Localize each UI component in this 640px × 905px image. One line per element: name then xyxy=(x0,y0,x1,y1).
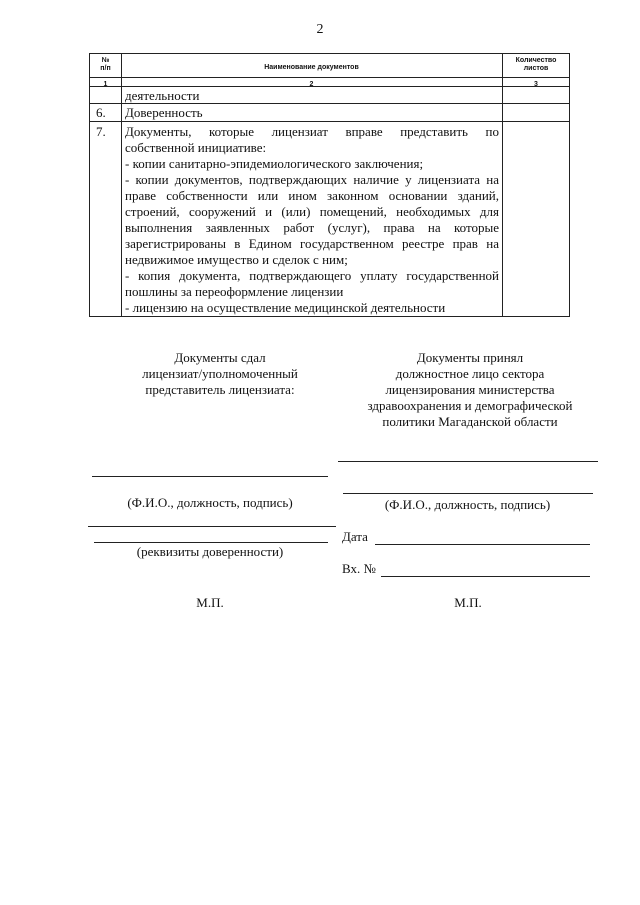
row-text-line: собственной инициативе: xyxy=(125,140,267,155)
right-signature-line-1[interactable] xyxy=(338,461,598,462)
row-text-line: - копия документа, подтверждающего уплату государственной xyxy=(125,268,499,283)
left-attorney-line-1[interactable] xyxy=(88,526,336,527)
row-text-line: строений, сооружений и (или) помещений, необходимых для xyxy=(125,204,499,219)
left-signature-caption: (Ф.И.О., должность, подпись) xyxy=(127,495,293,510)
table-col-divider xyxy=(502,54,503,316)
left-seal: М.П. xyxy=(196,595,224,610)
right-signature-caption: (Ф.И.О., должность, подпись) xyxy=(384,497,551,512)
header-num xyxy=(90,57,121,73)
header-num-line2: п/п xyxy=(100,65,111,72)
right-signature-line-2[interactable] xyxy=(343,493,593,494)
left-attorney-line-2[interactable] xyxy=(94,542,328,543)
column-number: 3 xyxy=(534,81,538,88)
row-text-line: пошлины за переоформление лицензии xyxy=(125,284,344,299)
row-text-line: выполнения заявленных работ (услуг), права на которые xyxy=(125,220,499,235)
header-count-line2: листов xyxy=(523,65,549,72)
documents-table xyxy=(89,53,570,317)
row-text-line: Документы, которые лицензиат вправе представить по xyxy=(125,124,499,139)
header-num-line1: № xyxy=(101,57,110,64)
right-heading xyxy=(335,350,605,430)
right-heading-line: лицензирования министерства xyxy=(385,382,555,397)
right-seal: М.П. xyxy=(454,595,482,610)
left-heading-line: представитель лицензиата: xyxy=(145,382,295,397)
row-number: 7. xyxy=(96,124,106,139)
date-label: Дата xyxy=(342,529,368,544)
left-signature-line[interactable] xyxy=(92,476,328,477)
date-line[interactable] xyxy=(375,544,590,545)
right-heading-line: Документы принял xyxy=(416,350,524,365)
row-text-line: - копии санитарно-эпидемиологического заключения; xyxy=(125,156,424,171)
column-number: 2 xyxy=(309,81,314,88)
header-count-line1: Количество xyxy=(515,57,557,64)
row-text-line: зарегистрированы в Едином государственном реестре прав на xyxy=(125,236,499,251)
row-number: 6. xyxy=(96,105,106,120)
row-text-line: праве собственности или ином законном основании зданий, xyxy=(125,188,499,203)
incoming-number-label: Вх. № xyxy=(342,561,376,576)
row-text-line: - копии документов, подтверждающих наличие у лицензиата на xyxy=(125,172,499,187)
left-heading xyxy=(90,350,350,398)
power-of-attorney-caption: (реквизиты доверенности) xyxy=(136,544,284,559)
header-count xyxy=(502,57,570,73)
page-number: 2 xyxy=(316,22,324,37)
right-heading-line: здравоохранения и демографической xyxy=(367,398,573,413)
row-text: Доверенность xyxy=(125,105,203,120)
row-text: деятельности xyxy=(125,88,200,103)
incoming-number-line[interactable] xyxy=(381,576,590,577)
table-col-divider xyxy=(121,54,122,316)
left-heading-line: Документы сдал xyxy=(174,350,266,365)
left-heading-line: лицензиат/уполномоченный xyxy=(142,366,298,381)
header-name: Наименование документов xyxy=(264,64,359,71)
row-text-line: - лицензию на осуществление медицинской деятельности xyxy=(125,300,446,315)
row-text-line: недвижимое имущество и сделок с ним; xyxy=(125,252,348,267)
column-number: 1 xyxy=(103,81,108,88)
table-row-divider xyxy=(90,121,569,122)
right-heading-line: политики Магаданской области xyxy=(382,414,558,429)
right-heading-line: должностное лицо сектора xyxy=(395,366,545,381)
